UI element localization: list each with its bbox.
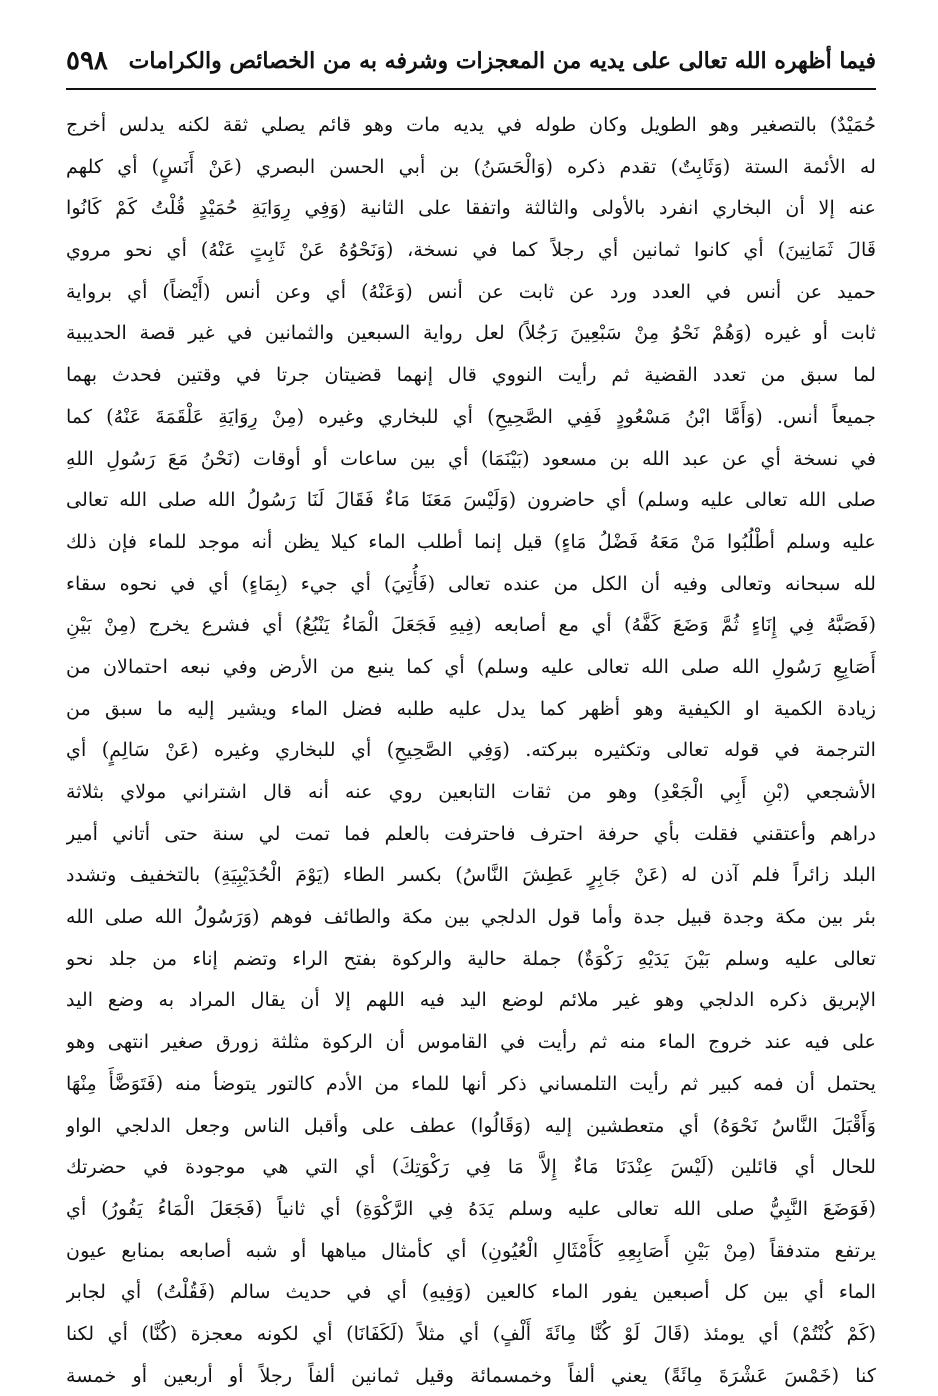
text-line: دراهم وأعتقني فقلت بأي حرفة احترف فاحترفت بالعلم فما تمت لي سنة حتى أتاني أمير [66, 821, 876, 845]
text-line: له الأئمة الستة (وَثَابِتٌ) تقدم ذكره (وَالْحَسَنُ) بن أبي الحسن البصري (عَنْ أَنَسٍ) أي كلهم [66, 154, 876, 178]
text-line: جميعاً أنس. (وَأَمَّا ابْنُ مَسْعُودٍ فَفِي الصَّحِيحِ) أي للبخاري وغيره (مِنْ رِوَايَةِ عَلْقَمَةَ عَنْهُ) كما [66, 404, 876, 428]
text-line: البلد زائراً فلم آذن له (عَنْ جَابِرٍ عَطِشَ النَّاسُ) بكسر الطاء (يَوْمَ الْحُدَيْبِيَةِ) بالتخفيف وتشدد [66, 863, 876, 887]
text-line: الماء أي بين كل أصبعين يفور الماء كالعين (وَفِيهِ) أي في حديث سالم (فَقُلْتُ) أي لجابر [66, 1280, 876, 1304]
text-line: في نسخة أي عن عبد الله بن مسعود (بَيْنَمَا) أي بين ساعات أو أوقات (نَحْنُ مَعَ رَسُولِ اللهِ [66, 446, 876, 470]
text-line: يرتفع متدفقاً (مِنْ بَيْنِ أَصَابِعِهِ كَأَمْثَالِ الْعُيُونِ) أي كأمثال مياهها أو شبه أصابعه بمنابع عيون [66, 1238, 876, 1262]
text-line: على فيه عند خروج الماء منه ثم رأيت في القاموس أن الركوة مثلثة زورق صغير انتهى وهو [66, 1030, 876, 1054]
text-line: زيادة الكمية او الكيفية وهو أظهر كما يدل عليه طلبه فضل الماء ويشير إليه ما سبق من [66, 696, 876, 720]
running-title: فيما أظهره الله تعالى على يديه من المعجزات وشرفه به من الخصائص والكرامات [128, 48, 876, 74]
text-line: وَأَقْبَلَ النَّاسُ نَحْوَهُ) أي متعطشين إليه (وَقَالُوا) عطف على وأقبل الناس وجعل الدلجي الواو [66, 1113, 876, 1137]
text-line: (كَمْ كُنْتُمْ) أي يومئذ (قَالَ لَوْ كُنَّا مِائَةَ أَلْفٍ) أي مثلاً (لَكَفَانَا) أي لكونه معجزة (كُنَّا) أي لكنا [66, 1321, 876, 1345]
text-line: حميد عن أنس في العدد ورد عن ثابت عن أنس (وَعَنْهُ) أي وعن أنس (أَيْضاً) أي برواية [66, 279, 876, 303]
text-line: عليه وسلم أطْلُبُوا مَنْ مَعَهُ فَضْلُ مَاءٍ) قيل إنما أطلب الماء كيلا يظن أنه موجد للماء فإن ذلك [66, 529, 876, 553]
body-text [66, 104, 876, 1396]
text-line: (فَصَبَّهُ فِي إِنَاءٍ ثُمَّ وَضَعَ كَفَّهُ) أي مع أصابعه (فِيهِ فَجَعَلَ الْمَاءُ يَنْبُعُ) أي فشرع يخرج (مِنْ بَيْنِ [66, 613, 876, 637]
text-line: (فَوَضَعَ النَّبِيُّ صلى الله تعالى عليه وسلم يَدَهُ فِي الرَّكْوَةِ) أي ثانياً (فَجَعَلَ الْمَاءُ يَفُورُ) أي [66, 1196, 876, 1220]
text-line: يحتمل أن فمه كبير ثم رأيت التلمساني ذكر أنها للماء من الأدم كالتور يتوضأ منه (فَتَوَضَّأَ مِنْهَا [66, 1071, 876, 1095]
text-line: بئر بين مكة وجدة قبيل جدة وأما قول الدلجي بين مكة والطائف فوهم (وَرَسُولُ الله صلى الله [66, 905, 876, 929]
text-line: تعالى عليه وسلم بَيْنَ يَدَيْهِ رَكْوَةٌ) جملة حالية والركوة بفتح الراء وتضم إناء من جلد نحو [66, 946, 876, 970]
text-line: كنا (خَمْسَ عَشْرَةَ مِائَةً) يعني ألفاً وخمسمائة وقيل ثمانين ألفاً رجلاً أو أربعين أو خمسة [66, 1363, 876, 1387]
text-line: أَصَابِعِ رَسُولِ الله صلى الله تعالى عليه وسلم) أي كما ينبع من الأرض وفي نبعه احتمالان من [66, 654, 876, 678]
text-line: قَالَ ثَمَانِينَ) أي كانوا ثمانين أي رجلاً كما في نسخة، (وَنَحْوُهُ عَنْ ثَابِتٍ عَنْهُ) أي نحو مروي [66, 238, 876, 262]
text-line: ثابت أو غيره (وَهُمْ نَحْوُ مِنْ سَبْعِينَ رَجُلاً) لعل رواية السبعين والثمانين في غير قصة الحديبية [66, 321, 876, 345]
text-line: الإبريق ذكره الدلجي وهو غير ملائم لوضع اليد فيه اللهم إلا أن يقال المراد به وضع اليد [66, 988, 876, 1012]
text-line: حُمَيْدٌ) بالتصغير وهو الطويل وكان طوله في يديه مات وهو قائم يصلي ثقة لكنه يدلس أخرج [66, 113, 876, 136]
text-line: الترجمة في قوله تعالى وتكثيره ببركته. (وَفِي الصَّحِيحِ) أي للبخاري وغيره (عَنْ سَالِمٍ) أي [66, 738, 876, 762]
page-number: ٥٩٨ [66, 46, 108, 76]
text-line: صلى الله تعالى عليه وسلم) أي حاضرون (وَلَيْسَ مَعَنَا مَاءٌ فَقَالَ لَنَا رَسُولُ الله صلى الله تعالى [66, 488, 876, 512]
page-header [66, 38, 876, 90]
text-line: لما سبق من تعدد القضية ثم رأيت النووي قال إنهما قضيتان جرتا في وقتين فحدث بهما [66, 363, 876, 387]
text-line: لله سبحانه وتعالى وفيه أن الكل من عنده تعالى (فَأُتِيَ) أي جيء (بِمَاءٍ) أي في نحوه سقاء [66, 571, 876, 595]
text-line: الأشجعي (بْنِ أَبِي الْجَعْدِ) وهو من ثقات التابعين روي عنه أنه قال اشتراني مولاي بثلاثة [66, 780, 876, 803]
text-line: للحال أي قائلين (لَيْسَ عِنْدَنَا مَاءٌ إِلاَّ مَا فِي رَكْوَتِكَ) أي التي هي موجودة في حضرتك [66, 1155, 876, 1179]
text-line: عنه إلا أن البخاري انفرد بالأولى والثالثة واتفقا على الثانية (وَفِي رِوَايَةِ حُمَيْدٍ قُلْتُ كَمْ كَانُوا [66, 196, 876, 220]
